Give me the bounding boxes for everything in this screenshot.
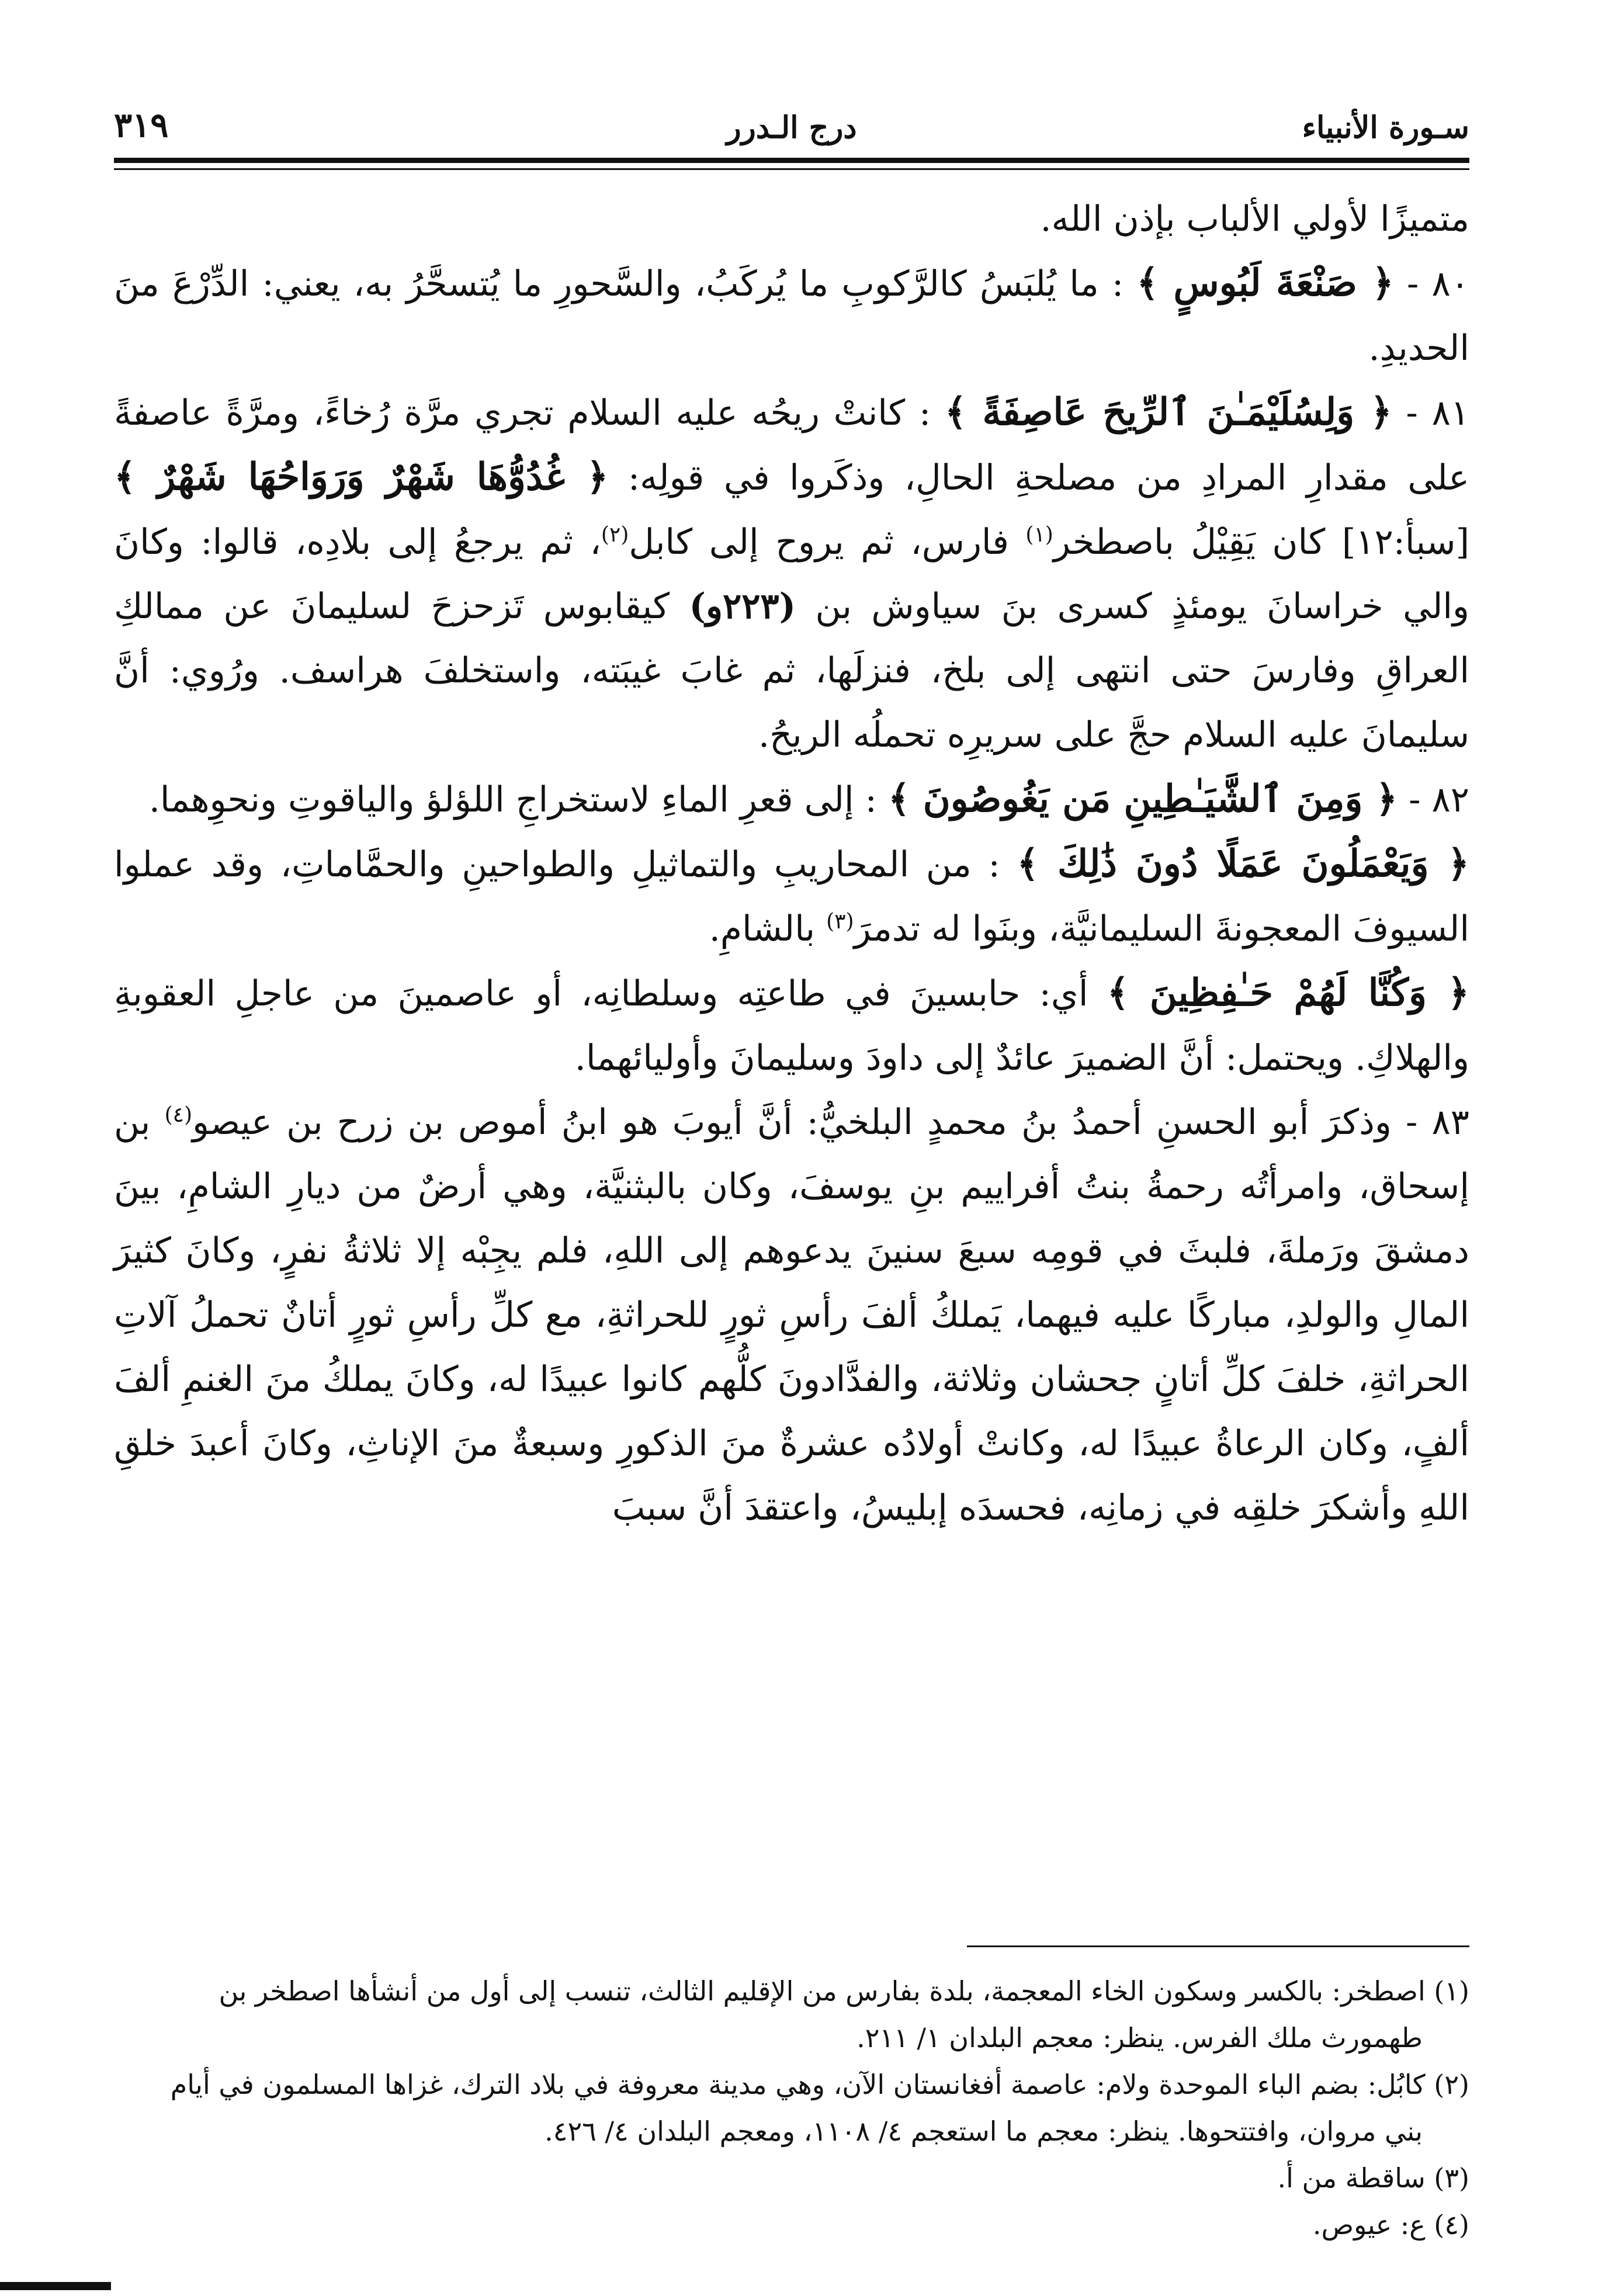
footnote-4 <box>114 2203 1469 2247</box>
running-header <box>114 99 1469 155</box>
verse-number: ٨٢ - <box>1398 779 1469 820</box>
footnote-text: طهمورث ملك الفرس. ينظر: معجم البلدان ١/ ٢١١. <box>856 2022 1423 2054</box>
page-number: ٣١٩ <box>114 105 169 145</box>
footnote-text: (١) اصطخر: بالكسر وسكون الخاء المعجمة، بلدة بفارس من الإقليم الثالث، تنسب إلى أول من أنشأها اصطخر بن <box>219 1975 1469 2007</box>
paragraph-83 <box>114 1090 1469 1540</box>
text: متميزًا لأولي الألباب بإذن الله. <box>1040 199 1469 240</box>
footnote-ref[interactable]: (١) <box>1025 523 1053 547</box>
footnote-3 <box>114 2156 1469 2200</box>
commentary-text: كيقابوس تَزحزحَ لسليمانَ عن ممالكِ العراقِ وفارسَ حتى انتهى إلى بلخ، فنزلَها، ثم غابَ غيبَته، واستخلفَ هراسف. ورُوي: أنَّ سليمانَ عليه السلام حجَّ على سريرِه تحملُه الريحُ. <box>114 586 1469 755</box>
header-rule-thin <box>114 168 1469 170</box>
main-text <box>114 187 1469 1540</box>
commentary-text: : من المحاريبِ والتماثيلِ والطواحينِ والحمَّاماتِ، وقد عملوا السيوفَ المعجونةَ السليمانيَّة، وبنَوا له تدمرَ <box>114 844 1469 949</box>
book-page <box>114 99 1469 2261</box>
paragraph-82c <box>114 961 1469 1090</box>
footnote-ref[interactable]: (٣) <box>826 910 854 934</box>
quran-quote: ﴿ غُدُوُّهَا شَهْرٌ وَرَوَاحُهَا شَهْرٌ ﴾ <box>114 455 609 499</box>
manuscript-marker: (٢٢٣و) <box>689 586 796 627</box>
footnote-ref[interactable]: (٢) <box>601 523 629 547</box>
surah-title: سـورة الأنبياء <box>1302 110 1469 145</box>
commentary-text: وذكرَ أبو الحسنِ أحمدُ بنُ محمدٍ البلخيُّ: أنَّ أيوبَ هو ابنُ أموص بن زرح بن عيصو <box>192 1102 1392 1143</box>
commentary-text: بالشامِ. <box>709 908 827 949</box>
footnote-text: بني مروان، وافتتحوها. ينظر: معجم ما استعجم ٤/ ١١٠٨، ومعجم البلدان ٤/ ٤٢٦. <box>545 2115 1423 2147</box>
commentary-text: : ما يُلبَسُ كالرَّكوبِ ما يُركَبُ، والسَّحورِ ما يُتسحَّرُ به، يعني: الدِّرْعَ منَ الحديدِ. <box>114 263 1469 369</box>
commentary-text: بن إسحاق، وامرأتُه رحمةُ بنتُ أفراييم بنِ يوسفَ، وكان بالبثنيَّة، وهي أرضٌ من ديارِ الشامِ، بينَ دمشقَ ورَملةَ، فلبثَ في قومِه سبعَ سنينَ يدعوهم إلى اللهِ، فلم يجِبْه إلا ثلاثةُ نفرٍ، وكانَ كثيرَ المالِ والولدِ، مباركًا عليه فيهما، يَملكُ ألفَ رأسِ ثورٍ للحراثةِ، مع كلِّ رأسِ ثورٍ أتانٌ تحملُ آلاتِ الحراثةِ، خلفَ كلِّ أتانٍ جحشان وثلاثة، والفدَّادونَ كلُّهم كانوا عبيدًا له، وكانَ يملكُ منَ الغنمِ ألفَ ألفٍ، وكان الرعاةُ عبيدًا له، وكانتْ أولادُه عشرةٌ منَ الذكورِ وسبعةٌ منَ الإناثِ، وكانَ أعبدَ خلقِ اللهِ وأشكرَ خلقِه في زمانِه، فحسدَه إبليسُ، واعتقدَ أنَّ سببَ <box>114 1102 1469 1528</box>
verse-number: ٨٠ - <box>1393 263 1469 304</box>
footnotes <box>114 1969 1469 2249</box>
footnote-2 <box>114 2062 1469 2107</box>
verse-number: ٨٣ - <box>1391 1102 1469 1143</box>
paragraph-82 <box>114 767 1469 832</box>
commentary-text: : كانتْ ريحُه عليه السلام تجري مرَّة رُخاءً، ومرَّةً عاصفةً على مقدارِ المرادِ من مصلحةِ الحالِ، وذكَروا في قولِه: <box>114 393 1470 498</box>
quran-quote: ﴿ وَكُنَّا لَهُمْ حَـٰفِظِينَ ﴾ <box>1107 971 1469 1015</box>
footnote-1-continued <box>114 2016 1469 2060</box>
paragraph-1 <box>114 187 1469 251</box>
header-rule-thick <box>114 158 1469 163</box>
commentary-text: أي: حابسينَ في طاعتِه وسلطانِه، أو عاصمينَ من عاجلِ العقوبةِ والهلاكِ. ويحتمل: أنَّ الضميرَ عائدٌ إلى داودَ وسليمانَ وأوليائهما. <box>114 973 1469 1078</box>
footnote-text: (٢) كابُل: بضم الباء الموحدة ولام: عاصمة أفغانستان الآن، وهي مدينة معروفة في بلاد الترك، غزاها المسلمون في أيام <box>170 2069 1469 2100</box>
footnote-text: (٣) ساقطة من أ. <box>1277 2162 1469 2194</box>
paragraph-81 <box>114 380 1469 767</box>
quran-quote: ﴿ وَمِنَ ٱلشَّيَـٰطِينِ مَن يَغُوصُونَ ﴾ <box>887 777 1398 821</box>
footnote-text: (٤) ع: عيوص. <box>1312 2209 1469 2240</box>
quran-quote: ﴿ وَلِسُلَيْمَـٰنَ ٱلرِّيحَ عَاصِفَةً ﴾ <box>944 390 1392 434</box>
footnote-rule <box>967 1945 1469 1947</box>
verse-number: ٨١ - <box>1392 393 1470 433</box>
book-title: درج الـدرر <box>726 110 857 145</box>
footnote-2-continued <box>114 2109 1469 2153</box>
paragraph-80 <box>114 251 1469 380</box>
commentary-text: فارس، ثم يروح إلى كابل <box>629 522 1026 563</box>
commentary-text: : إلى قعرِ الماءِ لاستخراجِ اللؤلؤ والياقوتِ ونحوِهما. <box>148 779 888 820</box>
commentary-text: ، ثم يرجعُ إلى بلادِه، قالوا: وكانَ والي خراسانَ يومئذٍ كسرى بنَ سياوش بن <box>114 522 1470 627</box>
footnote-ref[interactable]: (٤) <box>164 1103 193 1127</box>
scan-edge-mark <box>0 2282 111 2290</box>
footnote-1 <box>114 1969 1469 2013</box>
commentary-text: [سبأ:١٢] كان يَقِيْلُ باصطخر <box>1053 522 1469 563</box>
quran-quote: ﴿ صَنْعَةَ لَبُوسٍ ﴾ <box>1136 261 1394 305</box>
quran-quote: ﴿ وَيَعْمَلُونَ عَمَلًا دُونَ ذَٰلِكَ ﴾ <box>1017 842 1470 886</box>
paragraph-82b <box>114 832 1469 961</box>
